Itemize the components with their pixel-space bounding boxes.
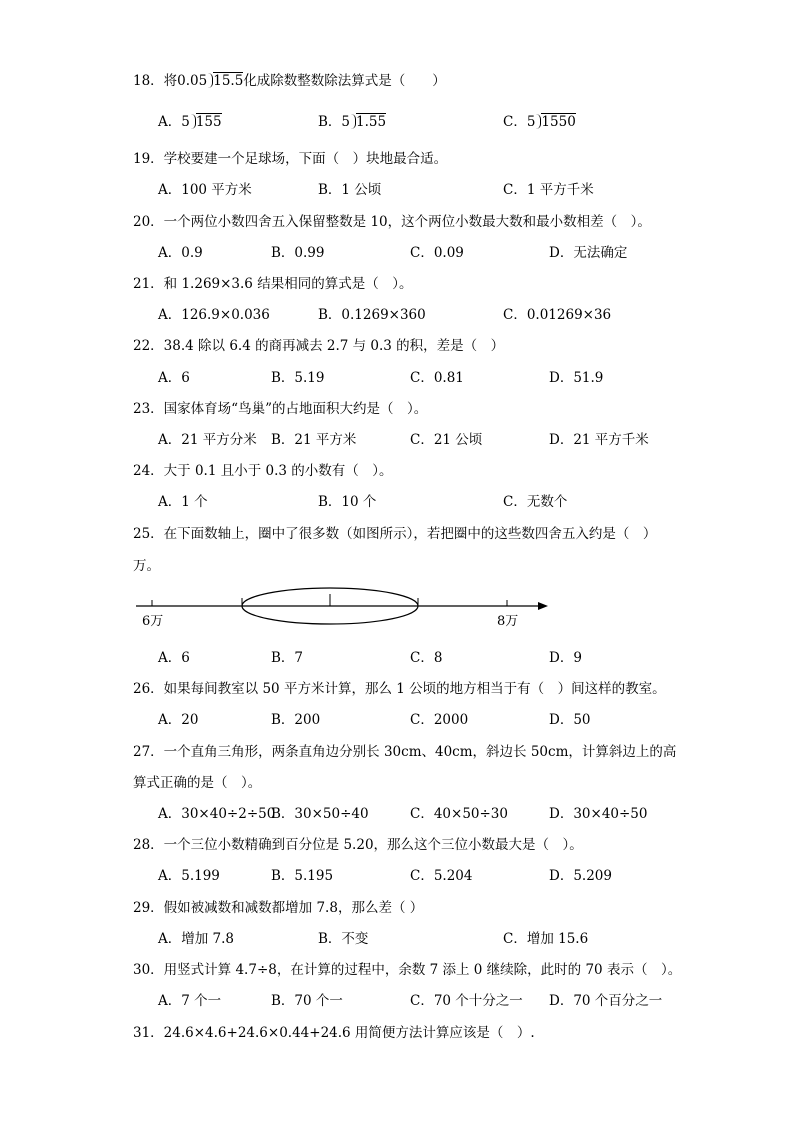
option-c[interactable]: C．1 平方千米: [503, 182, 594, 198]
label-8wan: 8万: [497, 614, 519, 629]
options-18: [0, 113, 794, 131]
options-25: [0, 649, 794, 667]
option-b[interactable]: B．0.1269×360: [318, 307, 426, 323]
options-19: [0, 181, 794, 199]
options-27: [0, 805, 794, 823]
question-22: 22．38.4 除以 6.4 的商再减去 2.7 与 0.3 的积，差是（ ）: [133, 338, 505, 354]
option-c[interactable]: C．增加 15.6: [503, 931, 589, 947]
option-c[interactable]: C．5 1550: [503, 114, 576, 130]
option-c[interactable]: C．21 公顷: [410, 432, 483, 448]
option-a[interactable]: A．21 平方分米: [158, 432, 257, 448]
option-b[interactable]: B．70 个一: [271, 993, 343, 1009]
question-19: 19．学校要建一个足球场，下面（ ）块地最合适。: [133, 151, 448, 167]
option-b[interactable]: B．10 个: [318, 494, 377, 510]
option-a[interactable]: A．5.199: [158, 868, 220, 884]
option-c[interactable]: C．5.204: [410, 868, 473, 884]
option-a[interactable]: A．30×40÷2÷50: [158, 806, 276, 822]
option-d[interactable]: D．70 个百分之一: [549, 993, 663, 1009]
question-31: 31．24.6×4.6+24.6×0.44+24.6 用简便方法计算应该是（ ）.: [133, 1025, 535, 1041]
options-29: [0, 930, 794, 948]
option-c[interactable]: C．无数个: [503, 494, 568, 510]
question-text: 18．将0.05: [133, 73, 208, 89]
question-18: [133, 72, 446, 90]
options-21: [0, 306, 794, 324]
option-a[interactable]: A．0.9: [158, 245, 203, 261]
question-29: 29．假如被减数和减数都增加 7.8，那么差（ ）: [133, 900, 424, 916]
option-c[interactable]: C．0.01269×36: [503, 307, 612, 323]
question-25-continuation: 万。: [133, 558, 160, 574]
question-text: 化成除数整数除法算式是（ ）: [243, 73, 446, 89]
option-a[interactable]: A．增加 7.8: [158, 931, 235, 947]
options-22: [0, 369, 794, 387]
option-b[interactable]: B．0.99: [271, 245, 325, 261]
option-a[interactable]: A．7 个一: [158, 993, 222, 1009]
options-24: [0, 493, 794, 511]
option-d[interactable]: D．21 平方千米: [549, 432, 649, 448]
options-23: [0, 431, 794, 449]
question-27-continuation: 算式正确的是（ ）。: [133, 775, 262, 791]
option-c[interactable]: C．40×50÷30: [410, 806, 508, 822]
option-d[interactable]: D．5.209: [549, 868, 612, 884]
dividend: 15.5: [213, 73, 244, 89]
option-b[interactable]: B．不变: [318, 931, 369, 947]
option-b[interactable]: B．7: [271, 650, 304, 666]
option-c[interactable]: C．0.81: [410, 370, 464, 386]
option-d[interactable]: D．无法确定: [549, 245, 628, 261]
option-a[interactable]: A．6: [158, 370, 190, 386]
option-c[interactable]: C．70 个十分之一: [410, 993, 523, 1009]
question-20: 20．一个两位小数四舍五入保留整数是 10，这个两位小数最大数和最小数相差（ ）。: [133, 214, 651, 230]
option-b[interactable]: B．200: [271, 712, 321, 728]
question-24: 24．大于 0.1 且小于 0.3 的小数有（ ）。: [133, 463, 393, 479]
option-d[interactable]: D．30×40÷50: [549, 806, 648, 822]
question-28: 28．一个三位小数精确到百分位是 5.20，那么这个三位小数最大是（ ）。: [133, 837, 583, 853]
option-b[interactable]: B．5 1.55: [318, 114, 387, 130]
options-30: [0, 992, 794, 1010]
label-6wan: 6万: [142, 614, 164, 629]
long-division: [208, 72, 243, 90]
option-b[interactable]: B．30×50÷40: [271, 806, 369, 822]
question-21: 21．和 1.269×3.6 结果相同的算式是（ ）。: [133, 276, 413, 292]
arrow-head: [538, 602, 548, 610]
option-d[interactable]: D．50: [549, 712, 591, 728]
question-26: 26．如果每间教室以 50 平方米计算，那么 1 公顷的地方相当于有（ ）间这样的教室。: [133, 681, 666, 697]
options-20: [0, 244, 794, 262]
option-a[interactable]: A．1 个: [158, 494, 208, 510]
option-a[interactable]: A．20: [158, 712, 199, 728]
options-26: [0, 711, 794, 729]
question-23: 23．国家体育场“鸟巢”的占地面积大约是（ ）。: [133, 401, 428, 417]
question-30: 30．用竖式计算 4.7÷8，在计算的过程中，余数 7 添上 0 继续除，此时的 70 表示（ ）。: [133, 962, 682, 978]
number-line-figure: [130, 586, 560, 632]
option-b[interactable]: B．1 公顷: [318, 182, 382, 198]
option-a[interactable]: A．6: [158, 650, 190, 666]
options-28: [0, 867, 794, 885]
option-c[interactable]: C．8: [410, 650, 443, 666]
option-d[interactable]: D．51.9: [549, 370, 604, 386]
option-c[interactable]: C．2000: [410, 712, 469, 728]
question-25: 25．在下面数轴上，圈中了很多数（如图所示），若把圈中的这些数四舍五入约是（ ）: [133, 526, 657, 542]
option-c[interactable]: C．0.09: [410, 245, 464, 261]
option-d[interactable]: D．9: [549, 650, 582, 666]
option-b[interactable]: B．5.195: [271, 868, 334, 884]
option-a[interactable]: A．126.9×0.036: [158, 307, 270, 323]
option-b[interactable]: B．21 平方米: [271, 432, 357, 448]
option-a[interactable]: A．100 平方米: [158, 182, 252, 198]
option-a[interactable]: A．5 155: [158, 114, 222, 130]
question-27: 27．一个直角三角形，两条直角边分别长 30cm、40cm，斜边长 50cm，计算斜边上的高: [133, 744, 677, 760]
option-b[interactable]: B．5.19: [271, 370, 325, 386]
